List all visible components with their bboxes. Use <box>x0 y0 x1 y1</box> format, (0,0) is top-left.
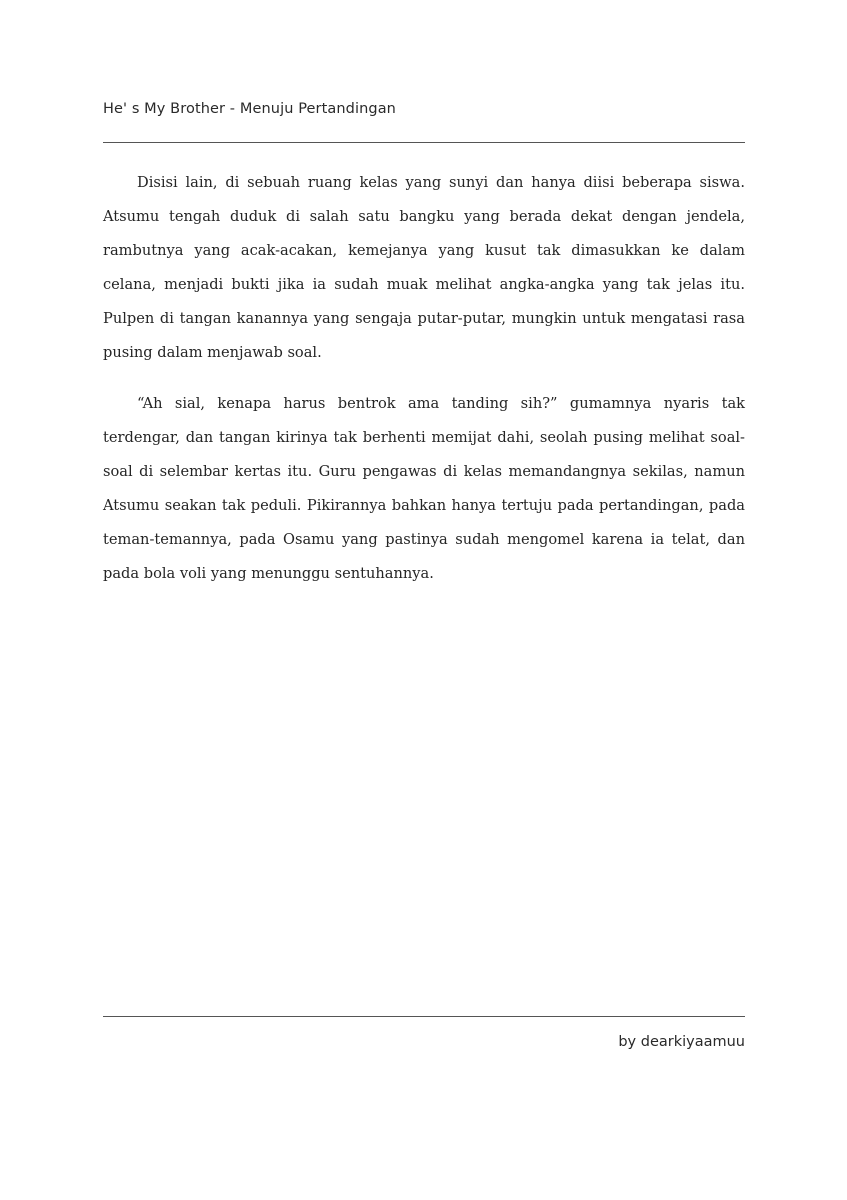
author-credit: by dearkiyaamuu <box>618 1034 745 1050</box>
footer-divider <box>103 1016 745 1017</box>
paragraph-1: Disisi lain, di sebuah ruang kelas yang sunyi dan hanya diisi beberapa siswa. Atsumu tengah duduk di salah satu bangku yang berada dekat dengan jendela, rambutnya yang acak-acakan, kemejanya yang kusut tak dimasukkan ke dalam celana, menjadi bukti jika ia sudah muak melihat angka-angka yang tak jelas itu. Pulpen di tangan kanannya yang sengaja putar-putar, mungkin untuk mengatasi rasa pusing dalam menjawab soal. <box>103 174 745 361</box>
header-divider <box>103 142 745 143</box>
paragraph-2: “Ah sial, kenapa harus bentrok ama tanding sih?” gumamnya nyaris tak terdengar, dan tangan kirinya tak berhenti memijat dahi, seolah pusing melihat soal-soal di selembar kertas itu. Guru pengawas di kelas memandangnya sekilas, namun Atsumu seakan tak peduli. Pikirannya bahkan hanya tertuju pada pertandingan, pada teman-temannya, pada Osamu yang pastinya sudah mengomel karena ia telat, dan pada bola voli yang menunggu sentuhannya. <box>103 395 745 582</box>
document-title: He' s My Brother - Menuju Pertandingan <box>103 101 396 117</box>
story-body <box>103 166 745 608</box>
